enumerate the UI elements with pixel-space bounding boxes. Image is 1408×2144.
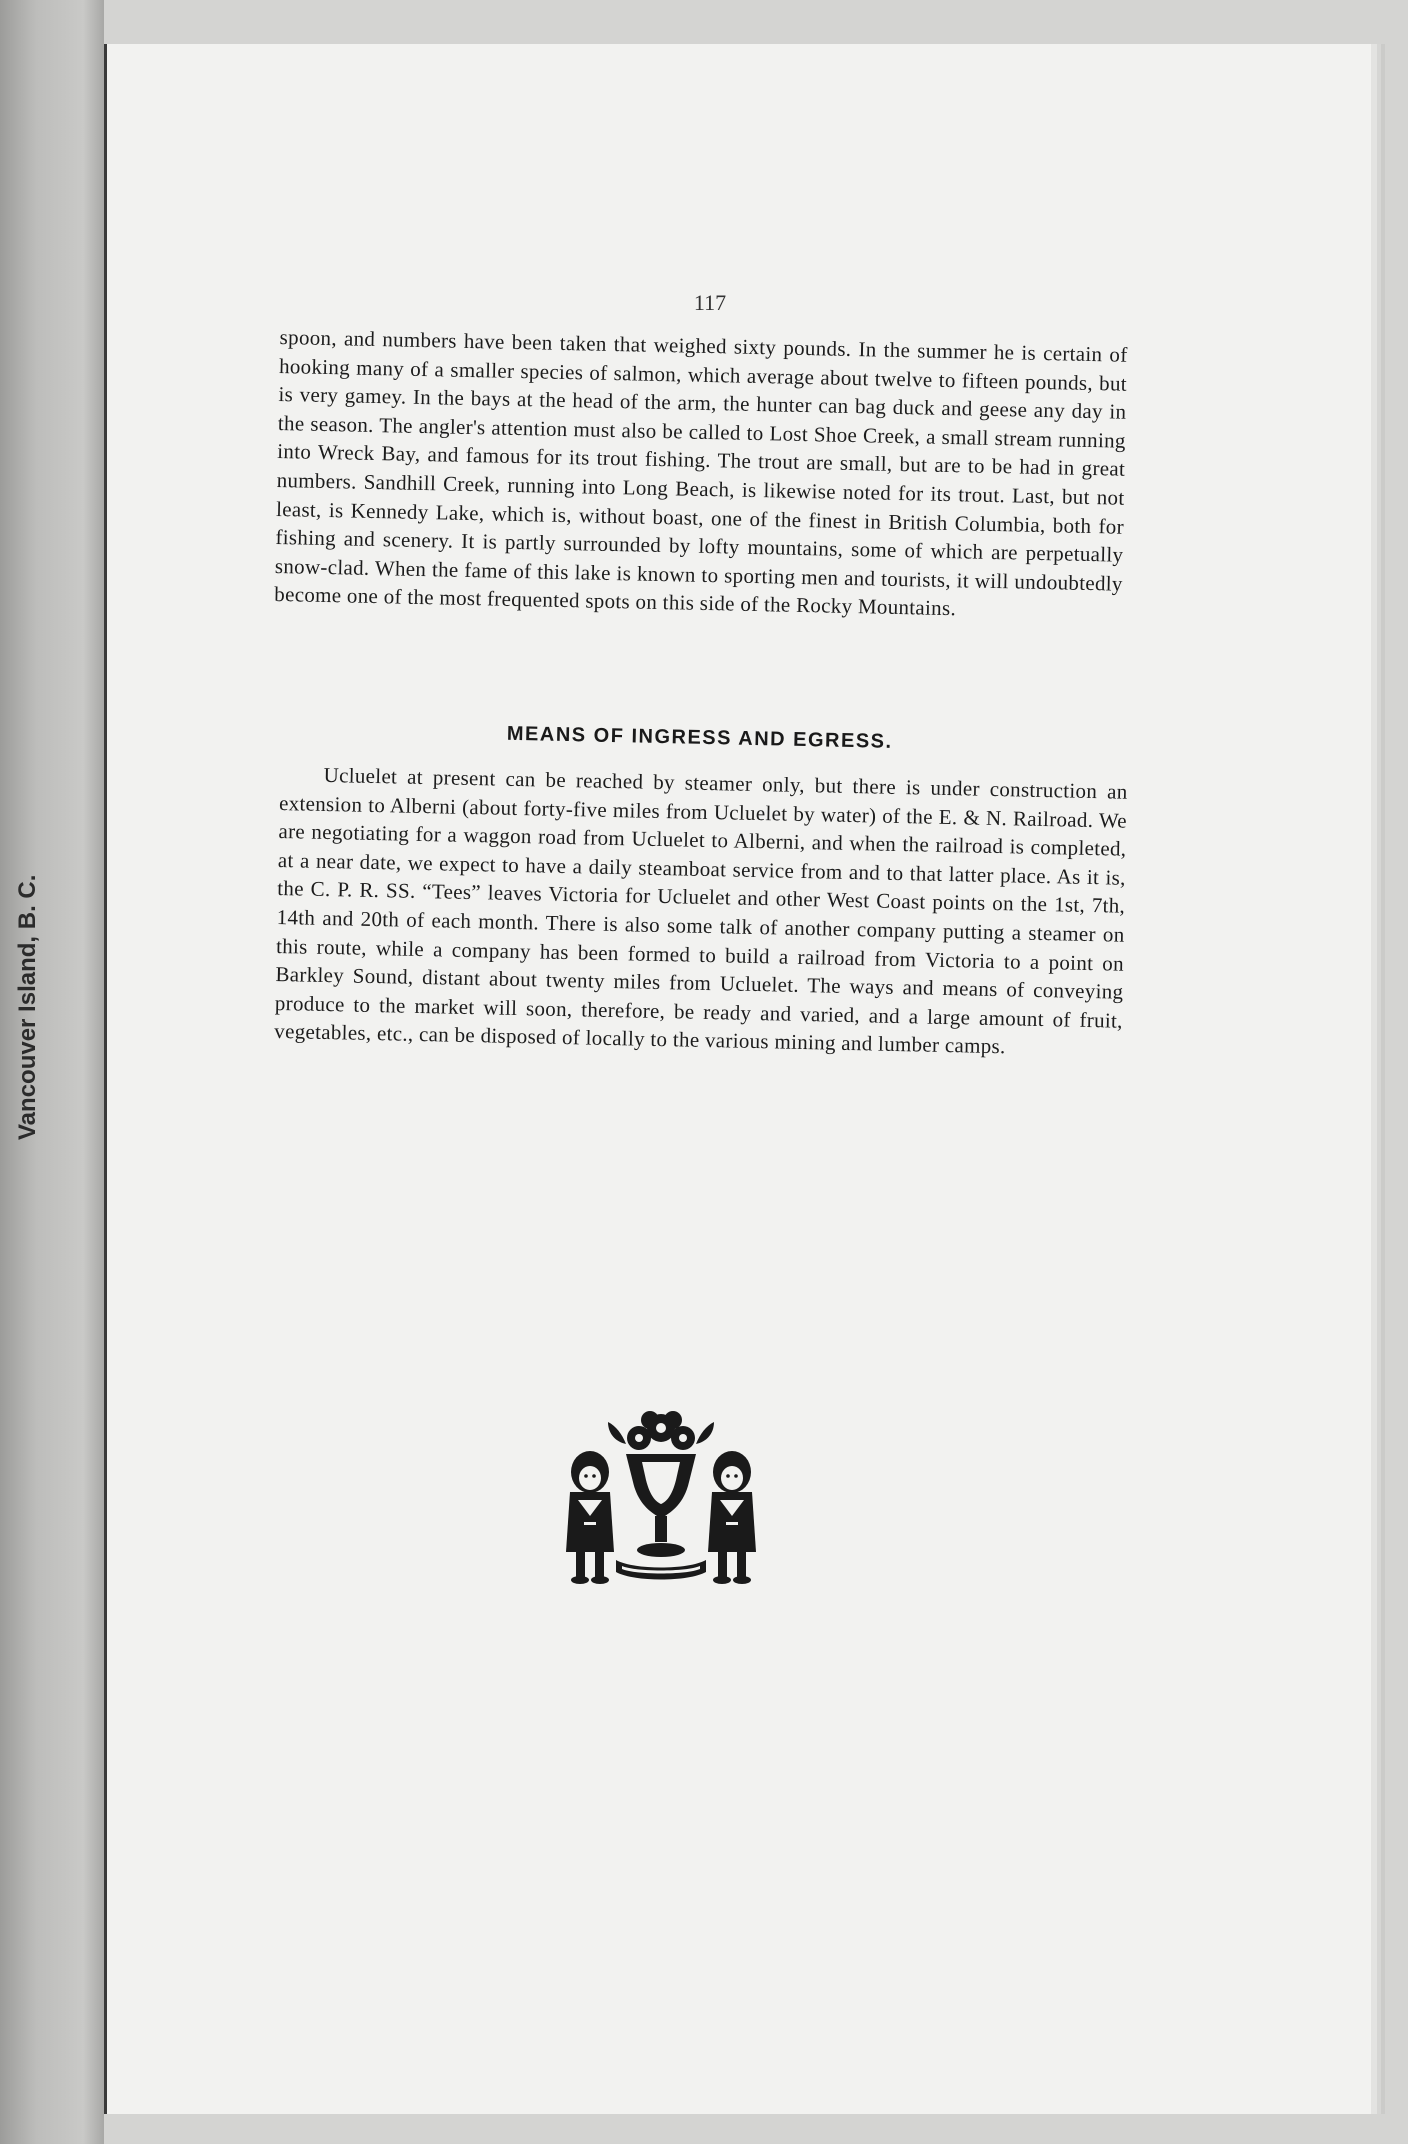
section-heading: MEANS OF INGRESS AND EGRESS. (506, 722, 893, 753)
urn-with-two-figures-ornament (556, 1400, 766, 1610)
spine-title: Vancouver Island, B. C. (14, 874, 41, 1140)
page-number: 117 (693, 290, 727, 315)
body-paragraph-indented (274, 760, 1128, 1064)
paragraph-text: Ucluelet at present can be reached by steamer only, but there is under construction an extension to Alberni (about forty-five miles from Ucluelet by water) of the E. & N. Railroad. We are negotiating for a waggon road from Ucluelet to Alberni, and when the railroad is completed, at a near date, we expect to have a daily steamboat service from and to that latter place. As it is, the C. P. R. SS. “Tees” leaves Victoria for Ucluelet and other West Coast points on the 1st, 7th, 14th and 20th of each month. There is also some talk of another company putting a steamer on this route, while a company has been formed to build a railroad from Victoria to a point on Barkley Sound, distant about twenty miles from Ucluelet. The ways and means of conveying produce to the market will soon, therefore, be ready and varied, and a large amount of fruit, vegetables, etc., can be disposed of locally to the various mining and lumber camps. (274, 762, 1128, 1059)
book-spine (0, 0, 104, 2144)
body-paragraph: spoon, and numbers have been taken that weighed sixty pounds. In the summer he is certain of hooking many of a smaller species of salmon, which average about twelve to fifteen pounds, but is very gamey. In the bays at the head of the arm, the hunter can bag duck and geese any day in the season. The angler's attention must also be called to Lost Shoe Creek, a small stream running into Wreck Bay, and famous for its trout fishing. The trout are small, but are to be had in great numbers. Sandhill Creek, running into Long Beach, is likewise noted for its trout. Last, but not least, is Kennedy Lake, which is, without boast, one of the finest in British Columbia, both for fishing and scenery. It is partly surrounded by lofty mountains, some of which are perpetually snow-clad. When the fame of this lake is known to sporting men and tourists, it will undoubtedly become one of the most frequented spots on this side of the Rocky Mountains. (274, 324, 1128, 621)
